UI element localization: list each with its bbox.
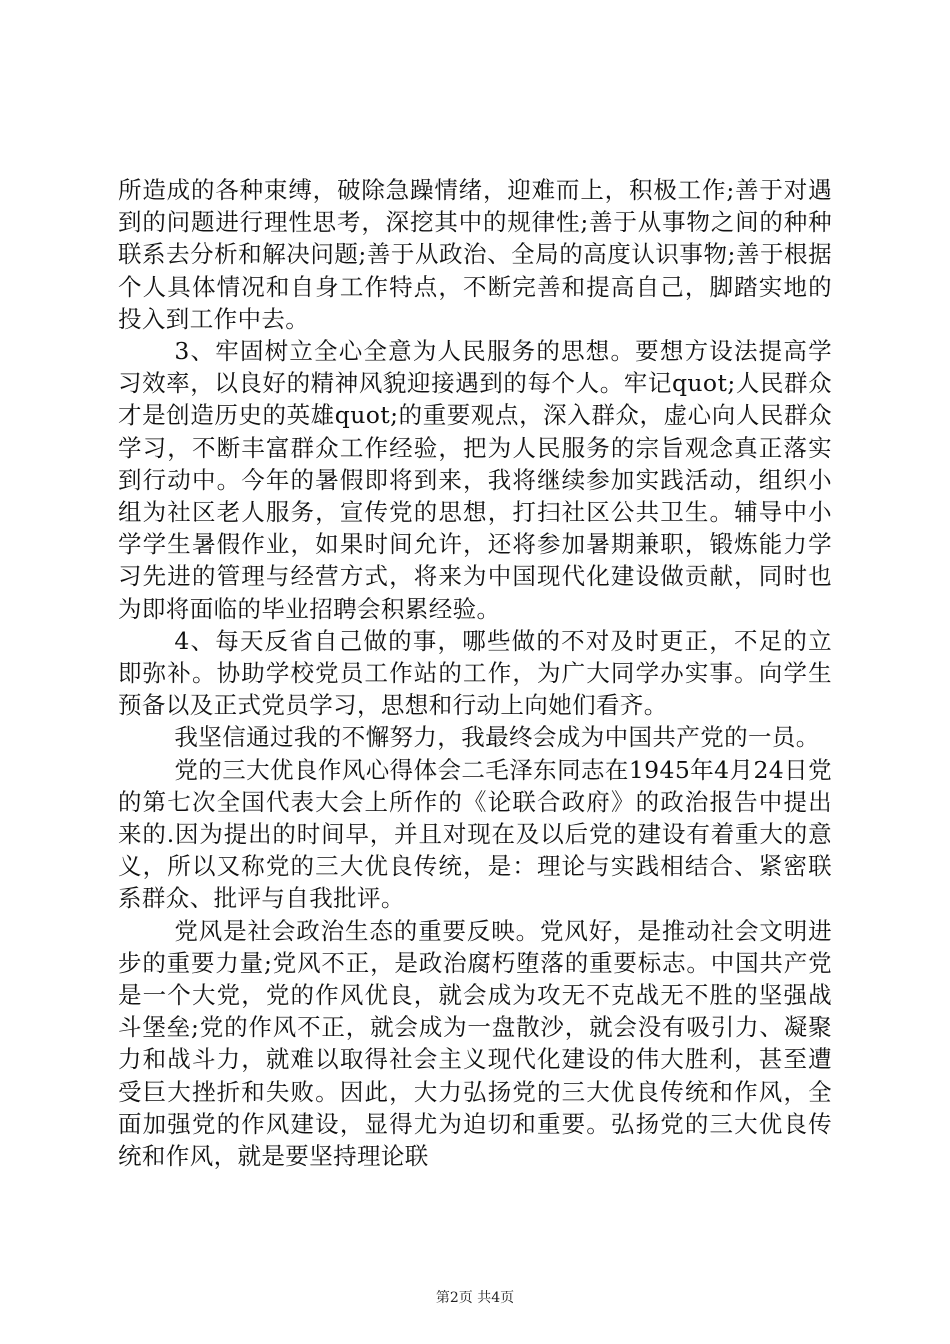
paragraph-point-3: 3、牢固树立全心全意为人民服务的思想。要想方设法提高学习效率，以良好的精神风貌迎接遇到的每个人。牢记quot;人民群众才是创造历史的英雄quot;的重要观点，深入群众，虚心向人民群众学习，不断丰富群众工作经验，把为人民服务的宗旨观念真正落实到行动中。今年的暑假即将到来，我将继续参加实践活动，组织小组为社区老人服务，宣传党的思想，打扫社区公共卫生。辅导中小学学生暑假作业，如果时间允许，还将参加暑期兼职，锻炼能力学习先进的管理与经营方式，将来为中国现代化建设做贡献，同时也为即将面临的毕业招聘会积累经验。: [118, 337, 832, 623]
paragraph-continuation: 所造成的各种束缚，破除急躁情绪，迎难而上，积极工作;善于对遇到的问题进行理性思考，深挖其中的规律性;善于从事物之间的种种联系去分析和解决问题;善于从政治、全局的高度认识事物;善于根据个人具体情况和自身工作特点，不断完善和提高自己，脚踏实地的投入到工作中去。: [118, 176, 832, 333]
document-body: [118, 174, 832, 1172]
paragraph-party-style: 党风是社会政治生态的重要反映。党风好，是推动社会文明进步的重要力量;党风不正，是政治腐朽堕落的重要标志。中国共产党是一个大党，党的作风优良，就会成为攻无不克战无不胜的坚强战斗堡垒;党的作风不正，就会成为一盘散沙，就会没有吸引力、凝聚力和战斗力，就难以取得社会主义现代化建设的伟大胜利，甚至遭受巨大挫折和失败。因此，大力弘扬党的三大优良传统和作风，全面加强党的作风建设，显得尤为迫切和重要。弘扬党的三大优良传统和作风，就是要坚持理论联: [118, 916, 832, 1171]
paragraph-point-4: 4、每天反省自己做的事，哪些做的不对及时更正，不足的立即弥补。协助学校党员工作站的工作，为广大同学办实事。向学生预备以及正式党员学习，思想和行动上向她们看齐。: [118, 626, 832, 720]
paragraph-three-styles-intro: 党的三大优良作风心得体会二毛泽东同志在1945年4月24日党的第七次全国代表大会上所作的《论联合政府》的政治报告中提出来的.因为提出的时间早，并且对现在及以后党的建设有着重大的意义，所以又称党的三大优良传统，是：理论与实践相结合、紧密联系群众、批评与自我批评。: [118, 755, 832, 913]
paragraph-conclusion: 我坚信通过我的不懈努力，我最终会成为中国共产党的一员。: [174, 723, 820, 752]
page-number-footer: 第2页 共4页: [435, 1290, 515, 1306]
